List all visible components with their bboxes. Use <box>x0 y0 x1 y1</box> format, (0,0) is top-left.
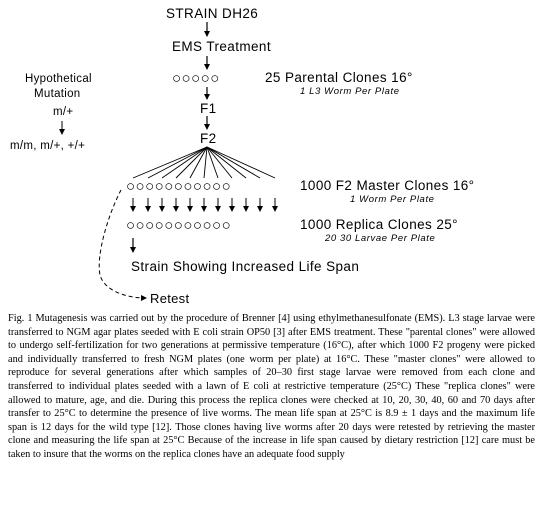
hypothetical-subtitle: Mutation <box>34 88 81 100</box>
ems-treatment-label: EMS Treatment <box>172 39 271 54</box>
fan-lines <box>133 147 275 178</box>
f2-label: F2 <box>200 131 217 146</box>
figure-caption <box>8 312 535 462</box>
master-to-replica-arrows <box>133 198 275 211</box>
master-clones-label: 1000 F2 Master Clones 16° <box>300 178 475 193</box>
retest-dashed-curve <box>99 190 146 298</box>
retest-label: Retest <box>150 291 190 306</box>
master-clones-circles: ○○○○○○○○○○○ <box>126 178 232 195</box>
strain-result-label: Strain Showing Increased Life Span <box>131 259 360 274</box>
strain-label: STRAIN DH26 <box>166 6 259 21</box>
replica-clones-label: 1000 Replica Clones 25° <box>300 217 458 232</box>
hypothetical-genotypes-offspring: m/m, m/+, +/+ <box>10 140 86 152</box>
parental-clones-sublabel: 1 L3 Worm Per Plate <box>300 86 400 97</box>
parental-clones-label: 25 Parental Clones 16° <box>265 70 413 85</box>
replica-clones-sublabel: 20 30 Larvae Per Plate <box>325 233 436 244</box>
hypothetical-title: Hypothetical <box>25 73 92 85</box>
hypothetical-genotype-parent: m/+ <box>53 106 74 118</box>
figure-caption-text: Fig. 1 Mutagenesis was carried out by the procedure of Brenner [4] using ethylmethanesulfonate (EMS). L3 stage larvae were transferred to NGM agar plates seeded with E coli strain OP50 [3] after EMS treatment. These "parental clones" were allowed to undergo self-fertilization for two generations at permissive temperature (16°C), after which 1000 F2 progeny were picked and individually transferred to fresh NGM plates (one worm per plate) at 16°C. These "master clones" were allowed to reproduce for several generations after which samples of 20–30 first stage larvae were removed from each clone and transferred to individual plates seeded with a lawn of E coli at restrictive temperature (25°C) These "replica clones" were allowed to mature, age, and die. During this process the replica clones were checked at 10, 20, 30, 40, 60 and 70 days after transfer to 25°C to determine the presence of live worms. The mean life span at 25°C is 8.9 ± 1 days and the maximum life span is 12 days for the wild type [12]. Those clones having live worms after 20 days were retested by retrieving the master clone and measuring the life span at 25°C Because of the increase in life span caused by dietary restriction [12] care must be taken to insure that the worms on the replica clones have an adequate food supply <box>8 313 535 460</box>
master-clones-sublabel: 1 Worm Per Plate <box>350 194 435 205</box>
f1-label: F1 <box>200 101 217 116</box>
replica-clones-circles: ○○○○○○○○○○○ <box>126 217 232 234</box>
parental-clones-circles: ○○○○○ <box>172 70 220 87</box>
